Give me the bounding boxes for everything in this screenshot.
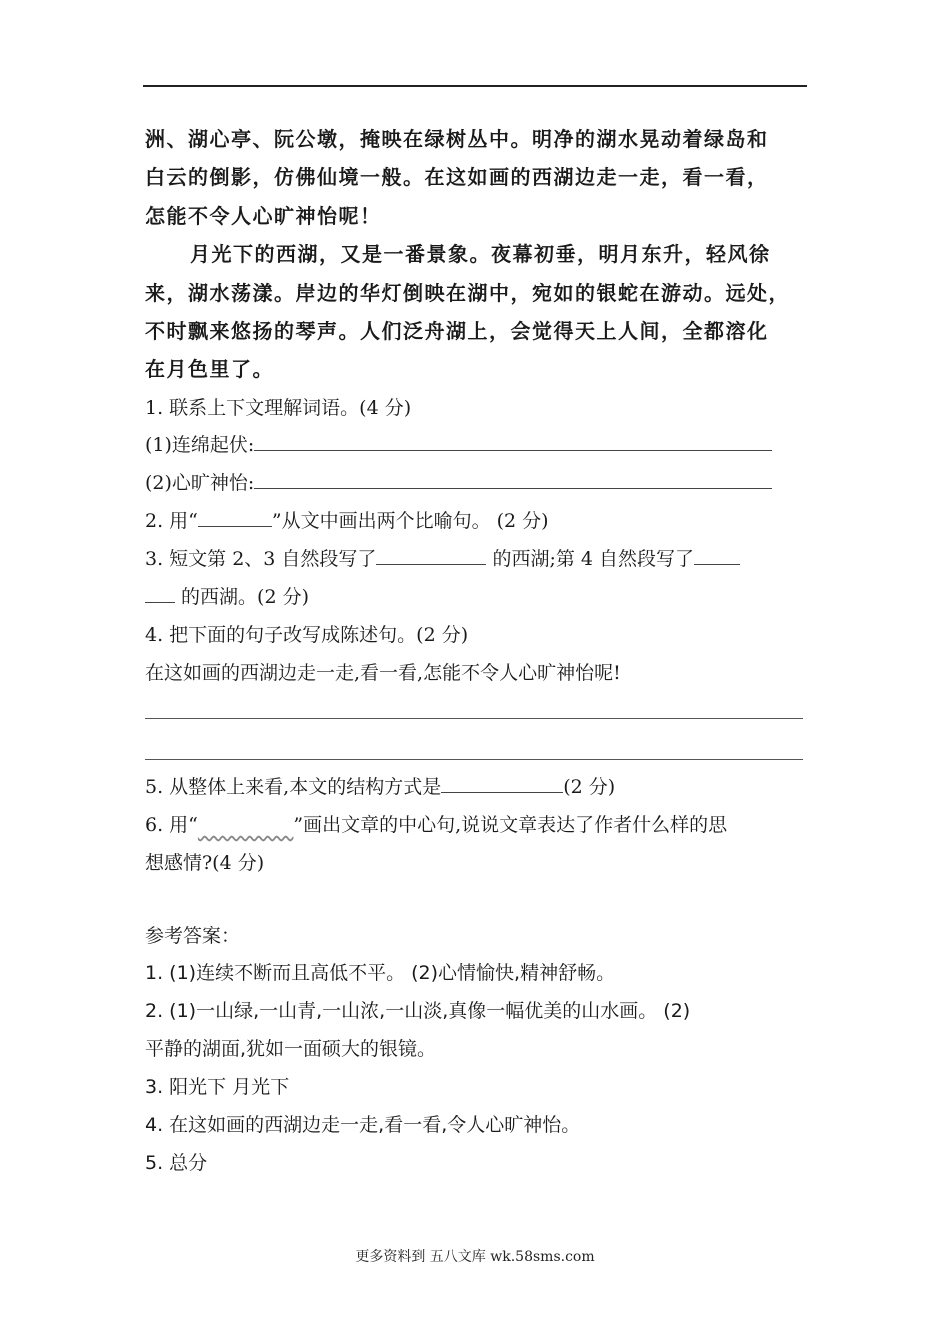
passage-line: 白云的倒影，仿佛仙境一般。在这如画的西湖边走一走，看一看，: [145, 165, 769, 189]
passage-line: 不时飘来悠扬的琴声。人们泛舟湖上，会觉得天上人间，全都溶化: [145, 319, 769, 343]
question-1-1: [145, 432, 772, 458]
answer-line[interactable]: [145, 759, 803, 760]
question-text: 5. 从整体上来看,本文的结构方式是: [145, 776, 442, 798]
question-text: 的西湖;第 4 自然段写了: [486, 548, 695, 570]
question-3: [145, 546, 740, 572]
question-6-cont: 想感情?(4 分): [145, 852, 265, 874]
answer-blank[interactable]: [694, 546, 740, 565]
question-text: ”画出文章的中心句,说说文章表达了作者什么样的思: [293, 814, 728, 836]
passage-line: 月光下的西湖，又是一番景象。夜幕初垂，明月东升，轻风徐: [190, 242, 771, 266]
question-1: 1. 联系上下文理解词语。(4 分): [145, 397, 412, 419]
question-label: (1)连绵起伏:: [145, 434, 255, 456]
question-text: 的西湖。(2 分): [175, 586, 309, 608]
passage-line: 来，湖水荡漾。岸边的华灯倒映在湖中，宛如的银蛇在游动。远处，: [145, 281, 790, 305]
passage-line: 怎能不令人心旷神怡呢！: [145, 204, 382, 228]
header-rule: [143, 85, 807, 87]
answer-blank[interactable]: [376, 546, 486, 565]
answer-blank[interactable]: [254, 432, 772, 451]
question-1-2: [145, 470, 772, 496]
question-text: ”从文中画出两个比喻句。 (2 分): [271, 510, 549, 532]
answer-blank[interactable]: [145, 584, 175, 603]
answers-title: 参考答案：: [145, 925, 241, 947]
answer-5: 5. 总分: [145, 1152, 208, 1174]
answer-2-cont: 平静的湖面,犹如一面硕大的银镜。: [145, 1038, 437, 1060]
question-5: [145, 774, 615, 800]
underline-sample: [198, 508, 272, 527]
question-text: 2. 用“: [145, 510, 198, 532]
answer-line[interactable]: [145, 718, 803, 719]
question-text: 6. 用“: [145, 814, 198, 836]
answer-1: 1. (1)连续不断而且高低不平。 (2)心情愉快,精神舒畅。: [145, 962, 616, 984]
question-6: [145, 812, 727, 838]
footer-text: 更多资料到 五八文库 wk.58sms.com: [355, 1249, 595, 1265]
passage-line: 在月色里了。: [145, 357, 274, 381]
answer-2: 2. (1)一山绿,一山青,一山浓,一山淡,真像一幅优美的山水画。 (2): [145, 1000, 691, 1022]
question-text: (2 分): [563, 776, 616, 798]
question-3-cont: [145, 584, 309, 610]
wavy-underline-sample: [198, 814, 294, 836]
answer-blank[interactable]: [441, 774, 563, 793]
answer-3: 3. 阳光下 月光下: [145, 1076, 290, 1098]
answer-4: 4. 在这如画的西湖边走一走,看一看,令人心旷神怡。: [145, 1114, 581, 1136]
question-4-sentence: 在这如画的西湖边走一走,看一看,怎能不令人心旷神怡呢!: [145, 662, 621, 684]
question-4: 4. 把下面的句子改写成陈述句。(2 分): [145, 624, 469, 646]
answer-blank[interactable]: [254, 470, 772, 489]
question-text: 3. 短文第 2、3 自然段写了: [145, 548, 377, 570]
question-2: [145, 508, 549, 534]
passage-line: 洲、湖心亭、阮公墩，掩映在绿树丛中。明净的湖水晃动着绿岛和: [145, 127, 769, 151]
question-label: (2)心旷神怡:: [145, 472, 255, 494]
